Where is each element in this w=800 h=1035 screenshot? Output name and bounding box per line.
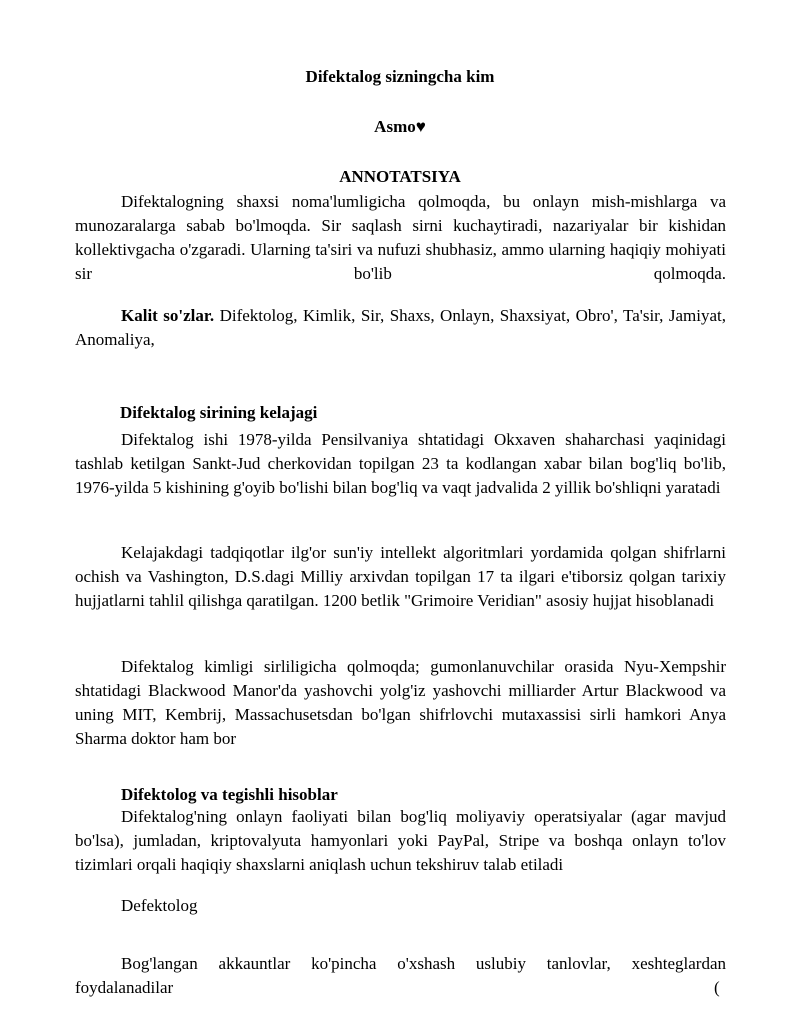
section1-heading: Difektalog sirining kelajagi [120,403,318,422]
annotation-heading: ANNOTATSIYA [339,167,461,186]
keywords-text: Difektolog, Kimlik, Sir, Shaxs, Onlayn, Shaxsiyat, Obro', Ta'sir, Jamiyat, Anomaliya, [75,306,726,349]
keywords-paragraph [75,304,726,352]
section1-paragraph-3: Difektalog kimligi sirliligicha qolmoqda; gumonlanuvchilar orasida Nyu-Xempshir shtatidagi Blackwood Manor'da yashovchi yolg'iz yashovchi milliarder Artur Blackwood va uning MIT, Kembrij, Massachusetsdan bo'lgan shifrlovchi mutaxassisi sirli hamkori Anya Sharma doktor ham bor [75,657,726,748]
document-title: Difektalog sizningcha kim [305,67,495,86]
section1-paragraph-2: Kelajakdagi tadqiqotlar ilg'or sun'iy intellekt algoritmlari yordamida qolgan shifrlarni ochish va Vashington, D.S.dagi Milliy arxivdan topilgan 17 ta ilgari e'tiborsiz qolgan tarixiy hujjatlarni tahlil qilishga qaratilgan. 1200 betlik "Grimoire Veridian" asosiy hujjat hisoblanadi [75,543,726,610]
trailing-parenthesis: ( [714,978,720,997]
section2-paragraph-3: Bog'langan akkauntlar ko'pincha o'xshash uslubiy tanlovlar, xeshteglardan foydalanadilar [75,954,726,997]
author-name: Asmo♥ [374,117,426,136]
section2-paragraph-1: Difektalog'ning onlayn faoliyati bilan bog'liq moliyaviy operatsiyalar (agar mavjud bo'lsa), jumladan, kriptovalyuta hamyonlari yoki PayPal, Stripe va boshqa onlayn to'lov tizimlari orqali haqiqiy shaxslarni aniqlash uchun tekshiruv talab etiladi [75,807,726,874]
annotation-text: Difektalogning shaxsi noma'lumligicha qolmoqda, bu onlayn mish-mishlarga va munozaralarga sabab bo'lmoqda. Sir saqlash sirni kuchaytiradi, nazariyalar bir kishidan kollektivgacha o'zgaradi. Ularning ta'siri va nufuzi shubhasiz, ammo ularning haqiqiy mohiyati sir bo'lib qolmoqda. [75,192,726,283]
section1-paragraph-1: Difektalog ishi 1978-yilda Pensilvaniya shtatidagi Okxaven shaharchasi yaqinidagi tashlab ketilgan Sankt-Jud cherkovidan topilgan 23 ta kodlangan xabar bilan bog'liq bo'lib, 1976-yilda 5 kishining g'oyib bo'lishi bilan bog'liq va vaqt jadvalida 2 yillik bo'shliqni yaratadi [75,430,726,497]
section2-heading: Difektolog va tegishli hisoblar [121,785,338,804]
section2-paragraph-2: Defektolog [121,896,198,915]
keywords-label: Kalit so'zlar. [121,306,215,325]
